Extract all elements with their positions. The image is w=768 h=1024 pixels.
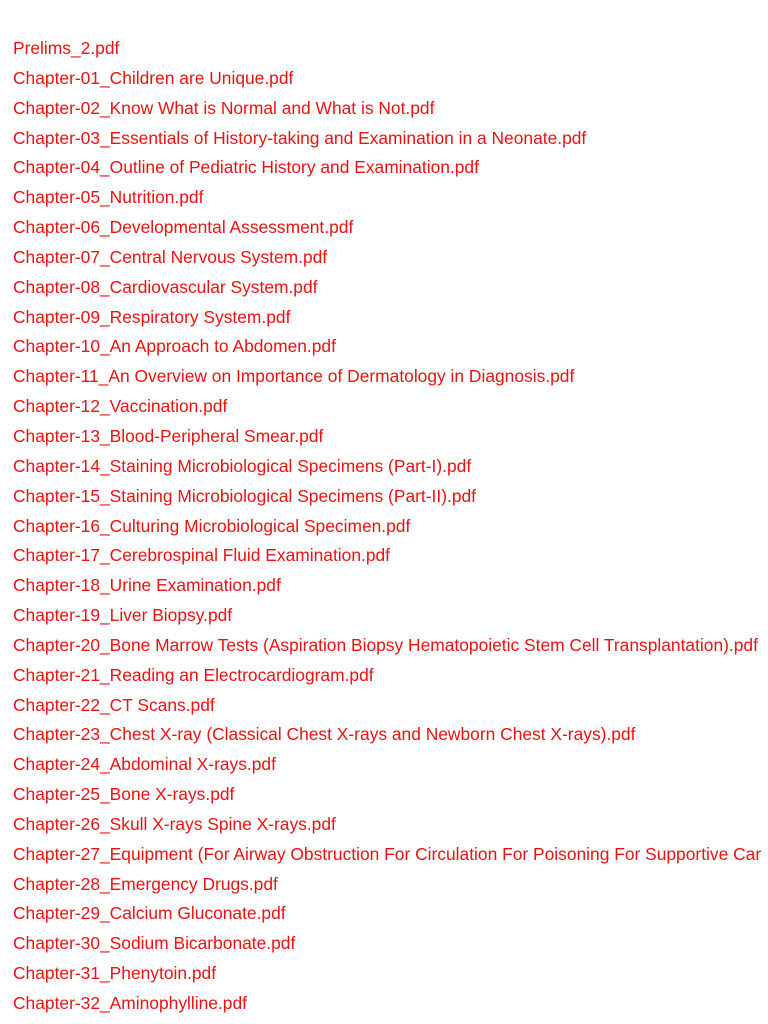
file-link[interactable]: Chapter-22_CT Scans.pdf: [13, 694, 215, 715]
file-link[interactable]: Chapter-24_Abdominal X-rays.pdf: [13, 754, 276, 775]
list-item: [13, 840, 768, 870]
list-item: [13, 780, 768, 810]
list-item: [13, 243, 768, 273]
list-item: [13, 571, 768, 601]
file-link[interactable]: Chapter-27_Equipment (For Airway Obstruction For Circulation For Poisoning For Supportive Car: [13, 843, 762, 864]
list-item: [13, 392, 768, 422]
list-item: [13, 422, 768, 452]
list-item: [13, 870, 768, 900]
file-link[interactable]: Chapter-09_Respiratory System.pdf: [13, 306, 291, 327]
file-link[interactable]: Chapter-26_Skull X-rays Spine X-rays.pdf: [13, 813, 336, 834]
list-item: [13, 959, 768, 989]
list-item: [13, 989, 768, 1019]
file-link[interactable]: Chapter-28_Emergency Drugs.pdf: [13, 873, 278, 894]
list-item: [13, 124, 768, 154]
file-link[interactable]: Chapter-07_Central Nervous System.pdf: [13, 246, 328, 267]
file-link[interactable]: Chapter-15_Staining Microbiological Specimens (Part-II).pdf: [13, 485, 477, 506]
list-item: [13, 750, 768, 780]
file-link[interactable]: Chapter-06_Developmental Assessment.pdf: [13, 217, 354, 238]
list-item: [13, 541, 768, 571]
file-link[interactable]: Chapter-16_Culturing Microbiological Specimen.pdf: [13, 515, 411, 536]
list-item: [13, 153, 768, 183]
list-item: [13, 94, 768, 124]
list-item: [13, 34, 768, 64]
list-item: [13, 601, 768, 631]
file-link[interactable]: Chapter-21_Reading an Electrocardiogram.pdf: [13, 664, 374, 685]
list-item: [13, 362, 768, 392]
file-link[interactable]: Chapter-14_Staining Microbiological Specimens (Part-I).pdf: [13, 455, 472, 476]
list-item: [13, 720, 768, 750]
file-link[interactable]: Chapter-18_Urine Examination.pdf: [13, 575, 281, 596]
file-link[interactable]: Chapter-30_Sodium Bicarbonate.pdf: [13, 933, 296, 954]
list-item: [13, 303, 768, 333]
list-item: [13, 810, 768, 840]
file-link[interactable]: Prelims_2.pdf: [13, 38, 120, 58]
file-link[interactable]: Chapter-11_An Overview on Importance of Dermatology in Diagnosis.pdf: [13, 366, 575, 387]
file-link[interactable]: Chapter-10_An Approach to Abdomen.pdf: [13, 336, 336, 357]
list-item: [13, 691, 768, 721]
list-item: [13, 661, 768, 691]
list-item: [13, 452, 768, 482]
list-item: [13, 512, 768, 542]
file-link[interactable]: Chapter-03_Essentials of History-taking and Examination in a Neonate.pdf: [13, 127, 587, 148]
list-item: [13, 482, 768, 512]
file-link[interactable]: Chapter-13_Blood-Peripheral Smear.pdf: [13, 425, 324, 446]
list-item: [13, 631, 768, 661]
file-link[interactable]: Chapter-29_Calcium Gluconate.pdf: [13, 903, 286, 924]
list-item: [13, 332, 768, 362]
file-link[interactable]: Chapter-01_Children are Unique.pdf: [13, 67, 294, 88]
list-item: [13, 899, 768, 929]
file-link[interactable]: Chapter-25_Bone X-rays.pdf: [13, 784, 235, 805]
file-list: [13, 34, 768, 1019]
file-link[interactable]: Chapter-04_Outline of Pediatric History and Examination.pdf: [13, 157, 479, 178]
list-item: [13, 213, 768, 243]
list-item: [13, 64, 768, 94]
file-link[interactable]: Chapter-32_Aminophylline.pdf: [13, 993, 247, 1013]
file-link[interactable]: Chapter-17_Cerebrospinal Fluid Examination.pdf: [13, 545, 391, 566]
list-item: [13, 183, 768, 213]
file-link[interactable]: Chapter-05_Nutrition.pdf: [13, 187, 204, 208]
file-link[interactable]: Chapter-31_Phenytoin.pdf: [13, 963, 217, 984]
file-link[interactable]: Chapter-19_Liver Biopsy.pdf: [13, 605, 233, 626]
file-link[interactable]: Chapter-23_Chest X-ray (Classical Chest X-rays and Newborn Chest X-rays).pdf: [13, 724, 636, 745]
file-link[interactable]: Chapter-02_Know What is Normal and What is Not.pdf: [13, 97, 435, 118]
file-link[interactable]: Chapter-12_Vaccination.pdf: [13, 396, 228, 417]
file-link[interactable]: Chapter-08_Cardiovascular System.pdf: [13, 276, 318, 297]
list-item: [13, 929, 768, 959]
file-link[interactable]: Chapter-20_Bone Marrow Tests (Aspiration Biopsy Hematopoietic Stem Cell Transplantation).pdf: [13, 634, 758, 655]
list-item: [13, 273, 768, 303]
